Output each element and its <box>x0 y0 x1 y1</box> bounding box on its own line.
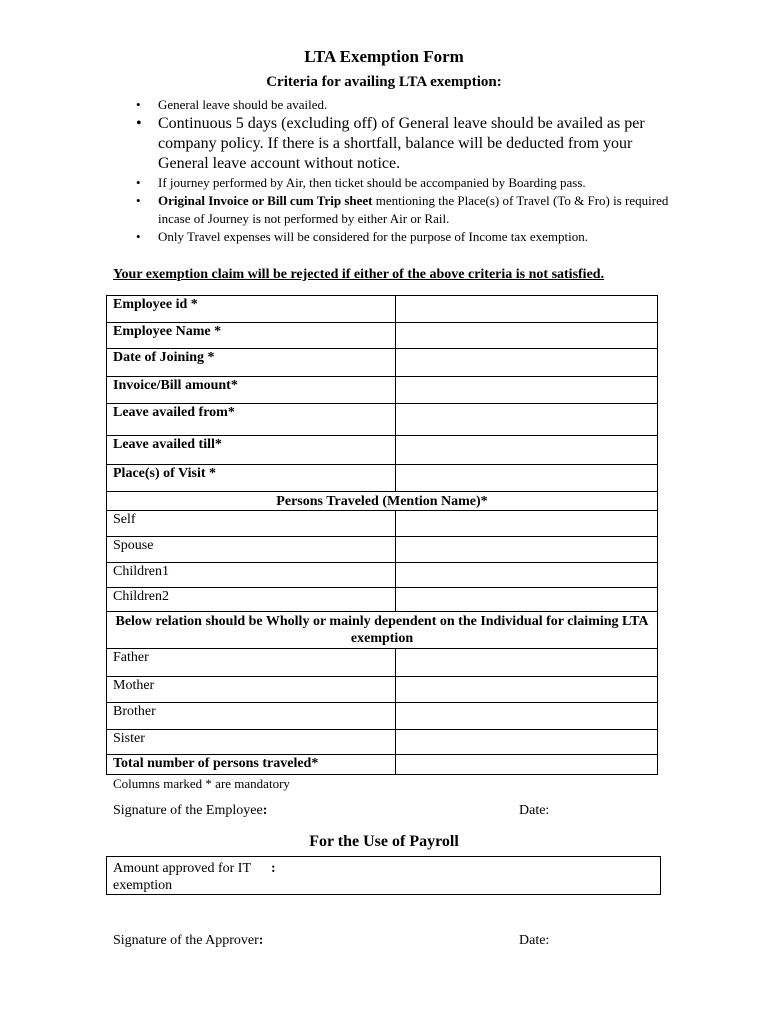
approver-date-label: Date: <box>519 933 550 948</box>
employee-signature-text: Signature of the Employee <box>113 803 263 818</box>
mandatory-note: Columns marked * are mandatory <box>113 776 290 791</box>
table-row <box>107 649 658 677</box>
table-row <box>107 755 658 775</box>
leave-till-input[interactable] <box>396 436 658 465</box>
amount-approved-colon: : <box>271 861 276 876</box>
self-name-input[interactable] <box>396 511 658 537</box>
total-persons-input[interactable] <box>396 755 658 775</box>
criteria-item <box>130 192 670 228</box>
children2-name-input[interactable] <box>396 588 658 612</box>
mother-name-input[interactable] <box>396 677 658 703</box>
approver-signature-label <box>113 932 263 950</box>
bullet-icon: • <box>136 115 142 132</box>
table-row <box>107 537 658 563</box>
brother-name-input[interactable] <box>396 703 658 730</box>
table-row <box>107 677 658 703</box>
criteria-item <box>130 228 670 246</box>
criteria-item <box>130 174 670 192</box>
person-label-children2: Children2 <box>107 588 396 612</box>
table-row <box>107 563 658 588</box>
employee-signature-colon: : <box>262 803 268 818</box>
table-row <box>107 730 658 755</box>
criteria-text: If journey performed by Air, then ticket should be accompanied by Boarding pass. <box>158 175 586 190</box>
table-row <box>107 349 658 377</box>
criteria-text: Continuous 5 days (excluding off) of General leave should be availed as per company policy. If there is a shortfall, balance will be deducted from your General leave account without notice. <box>158 115 645 172</box>
table-row <box>107 436 658 465</box>
field-label-date-of-joining: Date of Joining * <box>107 349 396 377</box>
criteria-list <box>130 96 670 246</box>
employee-id-input[interactable] <box>396 296 658 323</box>
table-row <box>107 612 658 649</box>
person-label-spouse: Spouse <box>107 537 396 563</box>
criteria-text: mentioning the Place(s) of Travel (To & Fro) is required incase of Journey is not performed by either Air or Rail. <box>158 193 669 226</box>
approver-signature-text: Signature of the Approver <box>113 933 259 948</box>
table-row <box>107 703 658 730</box>
table-row <box>107 465 658 492</box>
field-label-employee-id: Employee id * <box>107 296 396 323</box>
payroll-box <box>106 856 661 895</box>
dependent-label-sister: Sister <box>107 730 396 755</box>
spouse-name-input[interactable] <box>396 537 658 563</box>
field-label-invoice-amount: Invoice/Bill amount* <box>107 377 396 404</box>
bullet-icon: • <box>136 229 141 244</box>
employee-name-input[interactable] <box>396 323 658 349</box>
table-row <box>107 296 658 323</box>
field-label-total-persons: Total number of persons traveled* <box>107 755 396 775</box>
bullet-icon: • <box>136 193 141 208</box>
dependent-label-father: Father <box>107 649 396 677</box>
lta-form-table <box>106 295 658 775</box>
employee-date-label: Date: <box>519 803 550 818</box>
children1-name-input[interactable] <box>396 563 658 588</box>
date-of-joining-input[interactable] <box>396 349 658 377</box>
places-of-visit-input[interactable] <box>396 465 658 492</box>
table-row <box>107 323 658 349</box>
table-row <box>107 511 658 537</box>
person-label-children1: Children1 <box>107 563 396 588</box>
criteria-item <box>130 96 670 114</box>
rejection-warning: Your exemption claim will be rejected if either of the above criteria is not satisfied. <box>113 267 605 282</box>
criteria-text-bold: Original Invoice or Bill cum Trip sheet <box>158 193 373 208</box>
field-label-leave-till: Leave availed till* <box>107 436 396 465</box>
invoice-amount-input[interactable] <box>396 377 658 404</box>
person-label-self: Self <box>107 511 396 537</box>
criteria-heading: Criteria for availing LTA exemption: <box>266 74 502 90</box>
employee-signature-label <box>113 802 267 820</box>
persons-traveled-header: Persons Traveled (Mention Name)* <box>107 492 658 511</box>
dependent-relations-header: Below relation should be Wholly or mainly dependent on the Individual for claiming LTA exemption <box>107 612 658 649</box>
amount-approved-input[interactable] <box>287 860 647 890</box>
field-label-leave-from: Leave availed from* <box>107 404 396 436</box>
form-title: LTA Exemption Form <box>304 47 464 66</box>
dependent-label-brother: Brother <box>107 703 396 730</box>
table-row <box>107 588 658 612</box>
amount-approved-label: Amount approved for IT exemption <box>113 861 251 893</box>
table-row <box>107 377 658 404</box>
criteria-item <box>130 114 670 174</box>
criteria-text: General leave should be availed. <box>158 97 328 112</box>
payroll-section-title: For the Use of Payroll <box>309 833 459 850</box>
dependent-label-mother: Mother <box>107 677 396 703</box>
sister-name-input[interactable] <box>396 730 658 755</box>
field-label-places-of-visit: Place(s) of Visit * <box>107 465 396 492</box>
criteria-text: Only Travel expenses will be considered for the purpose of Income tax exemption. <box>158 229 588 244</box>
approver-signature-colon: : <box>258 933 264 948</box>
table-row <box>107 404 658 436</box>
bullet-icon: • <box>136 97 141 112</box>
father-name-input[interactable] <box>396 649 658 677</box>
table-row <box>107 492 658 511</box>
leave-from-input[interactable] <box>396 404 658 436</box>
bullet-icon: • <box>136 175 141 190</box>
field-label-employee-name: Employee Name * <box>107 323 396 349</box>
